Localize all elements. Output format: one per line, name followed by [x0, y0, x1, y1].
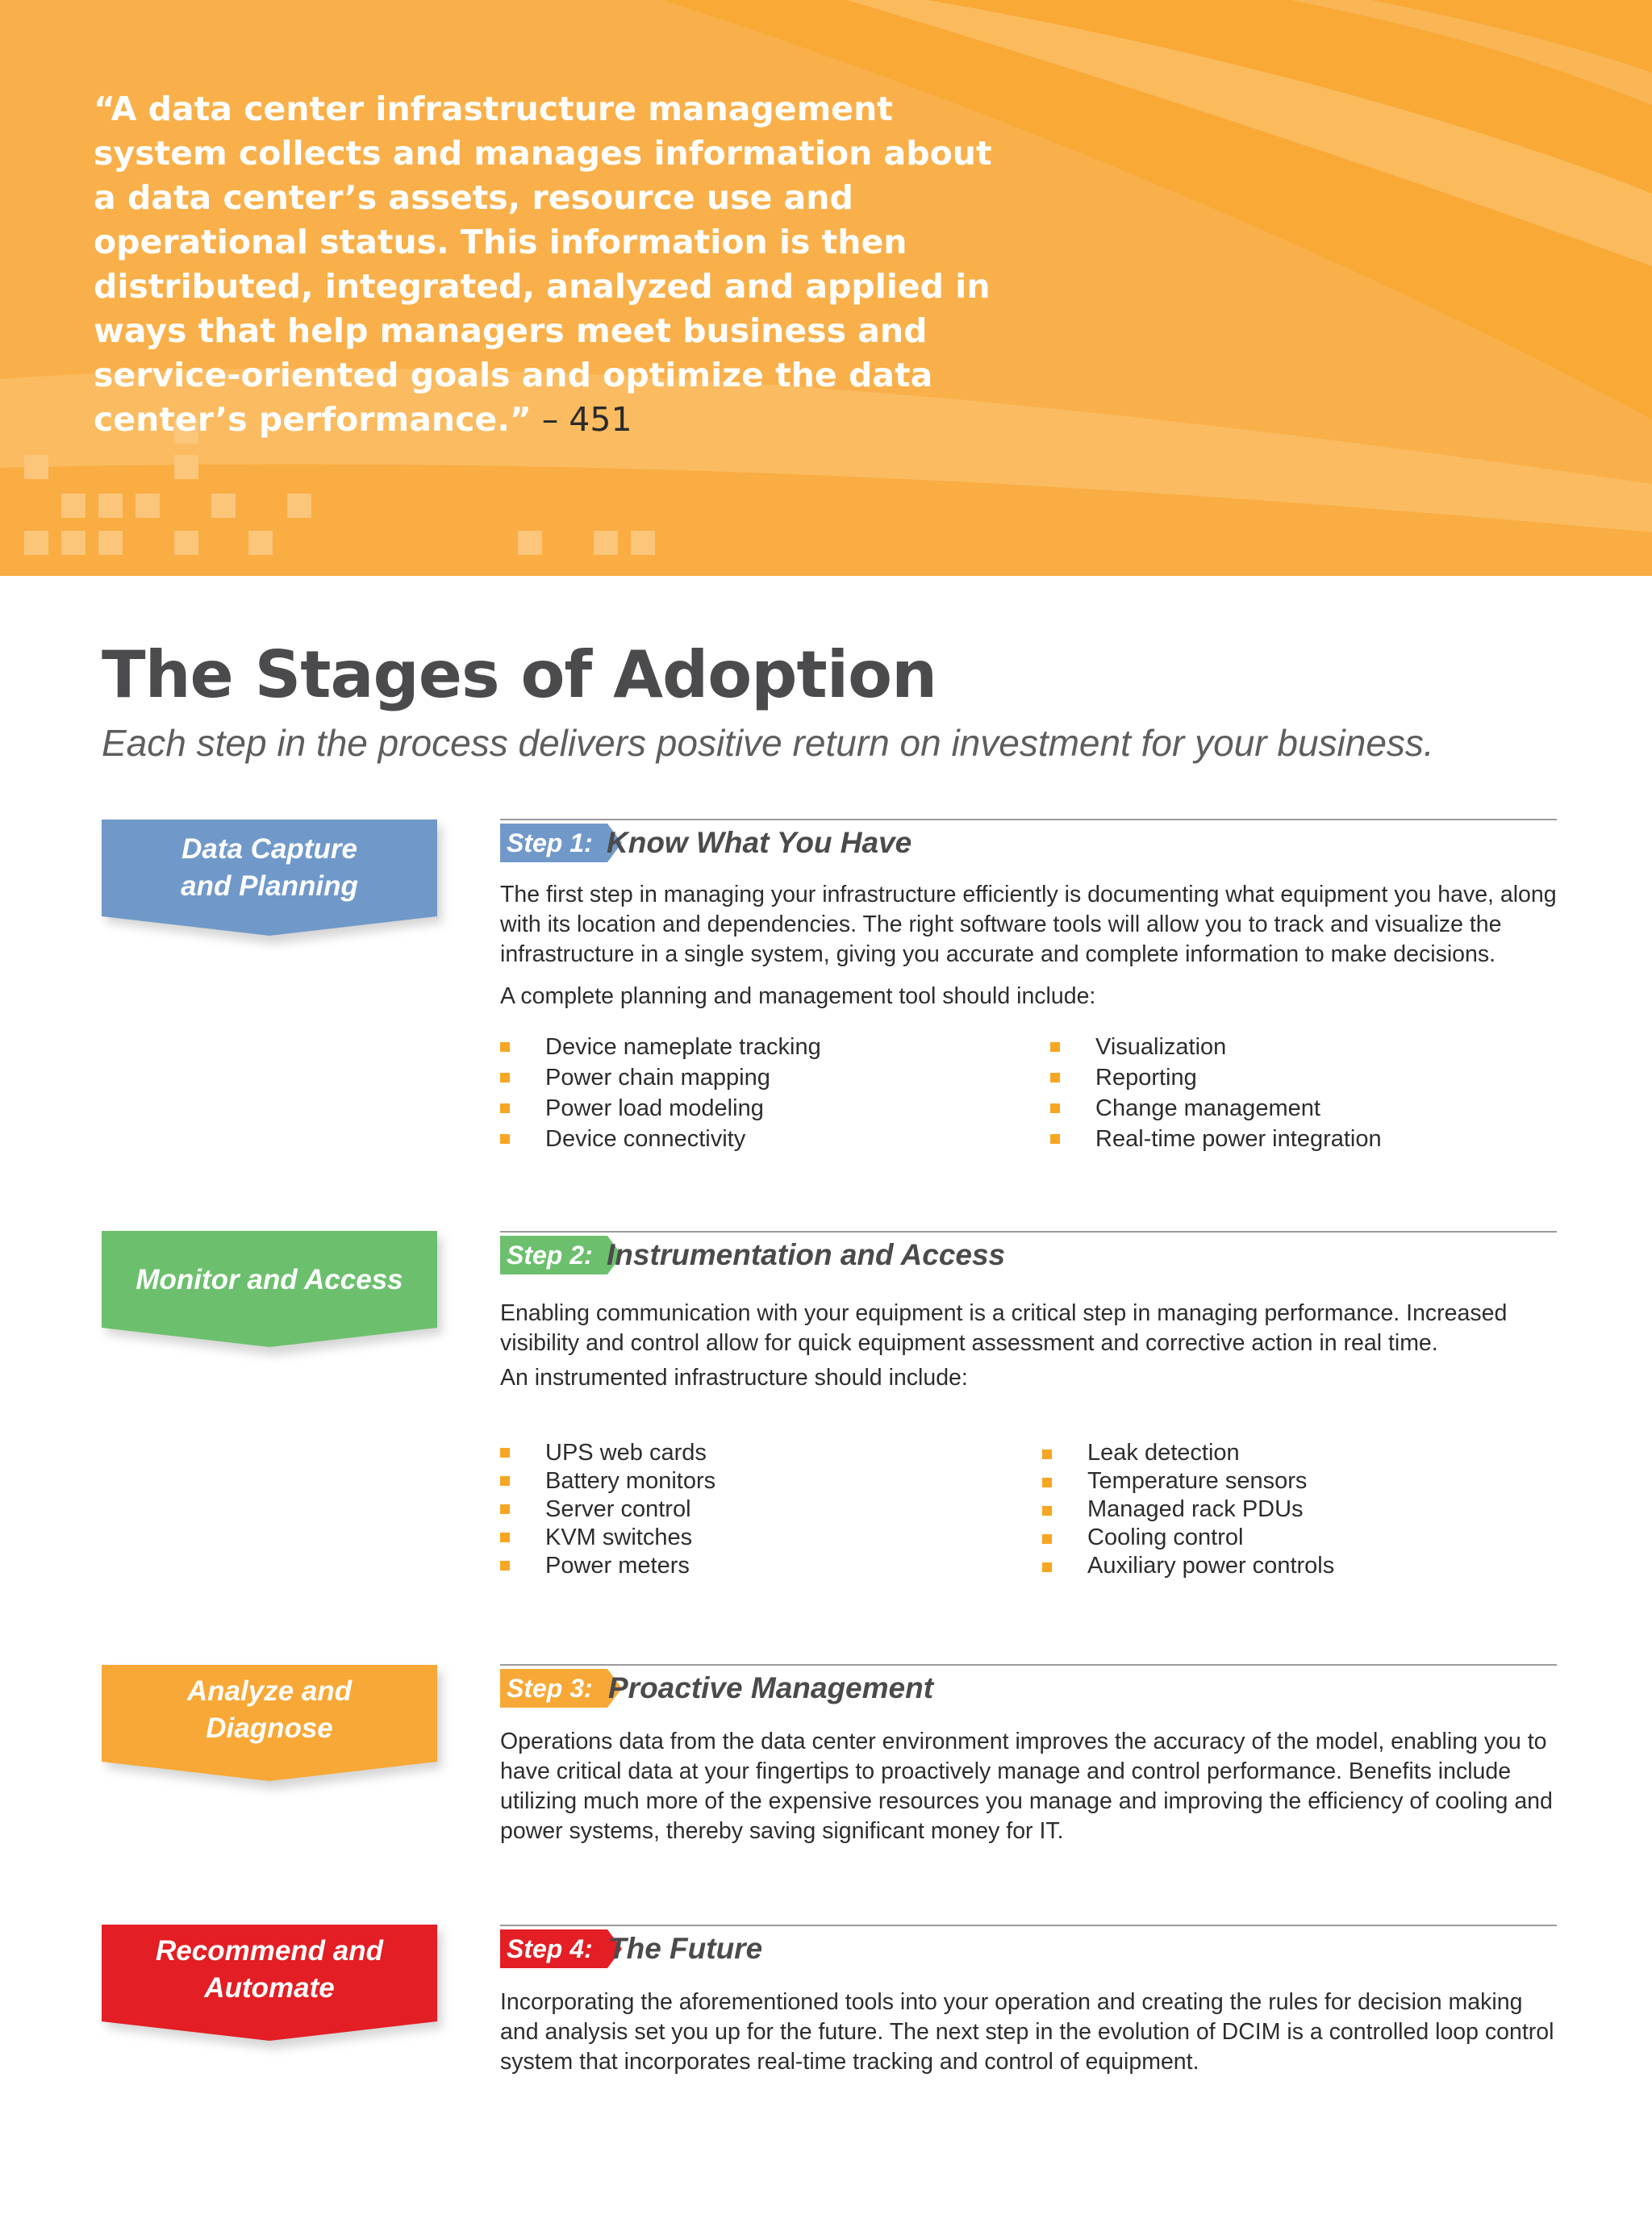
decorative-pixel [631, 531, 655, 555]
step-4-section [500, 1925, 1557, 2102]
list-item-text: Power load modeling [545, 1095, 764, 1121]
list-item-text: Cooling control [1087, 1525, 1244, 1550]
list-item [500, 1495, 1000, 1524]
bullet-icon [1050, 1134, 1060, 1144]
list-item-text: Leak detection [1087, 1440, 1240, 1466]
list-item [500, 1062, 1000, 1093]
list-item-text: Visualization [1095, 1034, 1227, 1060]
stage-label-4-line1: Recommend and [156, 1935, 383, 1967]
bullet-icon [500, 1073, 510, 1082]
list-item [1050, 1032, 1550, 1062]
bullet-icon [1042, 1506, 1052, 1516]
bullet-icon [500, 1533, 510, 1542]
decorative-pixel [136, 494, 160, 518]
stage-label-2 [102, 1262, 437, 1299]
step-2-paragraph: Enabling communication with your equipment is a critical step in managing performance. Increased visibility and control allow for quick equipment assessment and corrective action in real time. [500, 1300, 1508, 1356]
stage-label-4 [102, 1933, 437, 2007]
stage-banner-data-capture [102, 820, 437, 941]
step-4-tag-text: Step 4: [507, 1934, 593, 1963]
stage-label-3-line2: Diagnose [206, 1712, 333, 1744]
list-item-text: Auxiliary power controls [1087, 1553, 1335, 1579]
list-item-text: Reporting [1095, 1065, 1197, 1091]
list-item-text: KVM switches [545, 1525, 693, 1550]
step-3-tag [500, 1669, 607, 1708]
list-item [1042, 1495, 1542, 1524]
stage-label-1-line2: and Planning [181, 870, 358, 902]
step-divider [500, 819, 1557, 820]
step-1-tag-text: Step 1: [507, 828, 593, 857]
decorative-pixel [211, 494, 236, 518]
bullet-icon [500, 1504, 510, 1514]
bullet-icon [500, 1476, 510, 1486]
list-item-text: Change management [1095, 1095, 1320, 1121]
hero-quote-text: “A data center infrastructure management system collects and manages information about a data center’s assets, resource use and operational status. This information is then distributed, integrated, analyzed and applied in ways that help managers meet business and service-oriented goals and optimize the data center’s performance.” [94, 90, 992, 439]
step-1-tag [500, 824, 607, 862]
step-divider [500, 1231, 1557, 1233]
decorative-pixel [98, 531, 123, 555]
step-3-tag-text: Step 3: [507, 1674, 593, 1703]
decorative-pixel [594, 531, 618, 555]
list-item-text: Managed rack PDUs [1087, 1496, 1304, 1522]
bullet-icon [500, 1448, 510, 1458]
hero-banner [0, 0, 1652, 576]
stage-banner-monitor [102, 1231, 437, 1352]
list-item [500, 1124, 1000, 1154]
step-2-list-left [500, 1439, 1000, 1580]
bullet-icon [1050, 1042, 1060, 1052]
step-3-heading: Proactive Management [608, 1671, 934, 1704]
stage-label-4-line2: Automate [204, 1972, 335, 2004]
hero-quote [94, 87, 997, 442]
bullet-icon [1042, 1450, 1052, 1459]
list-item [1042, 1524, 1542, 1552]
decorative-pixel [98, 494, 123, 518]
list-item [500, 1467, 1000, 1495]
list-item-text: Device nameplate tracking [545, 1034, 821, 1060]
step-2-tag [500, 1236, 607, 1274]
stage-banner-analyze [102, 1665, 437, 1786]
stage-label-1 [102, 831, 437, 905]
step-2-tag-text: Step 2: [507, 1241, 593, 1270]
stage-label-2-line1: Monitor and Access [136, 1264, 403, 1295]
decorative-pixel [248, 531, 273, 555]
step-1-list-right [1050, 1032, 1550, 1154]
decorative-pixel [174, 531, 198, 555]
bullet-icon [1042, 1534, 1052, 1544]
bullet-icon [500, 1103, 510, 1113]
step-3-paragraph: Operations data from the data center environment improves the accuracy of the model, enabling you to have critical data at your fingertips to proactively manage and control performance. Benefits include utilizing much more of the expensive resources you manage and improving the efficiency of cooling and power systems, thereby saving significant money for IT. [500, 1729, 1553, 1844]
step-1-paragraph: The first step in managing your infrastructure efficiently is documenting what equipment you have, along with its location and dependencies. The right software tools will allow you to track and visualize the infrastructure in a single system, giving you accurate and complete information to make decisions. [500, 882, 1557, 967]
step-1-section [500, 819, 1557, 1174]
step-4-heading: The Future [608, 1932, 763, 1965]
step-1-list-intro: A complete planning and management tool should include: [500, 983, 1096, 1009]
list-item [500, 1552, 1000, 1580]
decorative-pixel [174, 455, 198, 479]
step-2-list-right [1042, 1439, 1542, 1580]
stage-label-3-line1: Analyze and [186, 1675, 353, 1707]
list-item-text: Temperature sensors [1087, 1468, 1308, 1494]
page-title: The Stages of Adoption [102, 637, 937, 712]
step-3-section [500, 1664, 1557, 1866]
list-item [1042, 1552, 1542, 1580]
list-item [500, 1032, 1000, 1062]
decorative-pixel [518, 531, 542, 555]
list-item-text: Real-time power integration [1095, 1126, 1382, 1152]
list-item-text: Battery monitors [545, 1468, 716, 1494]
bullet-icon [1042, 1562, 1052, 1572]
step-4-tag [500, 1929, 607, 1968]
list-item [1042, 1439, 1542, 1467]
bullet-icon [500, 1042, 510, 1052]
step-2-heading: Instrumentation and Access [607, 1238, 1006, 1271]
decorative-pixel [287, 494, 311, 518]
step-4-paragraph: Incorporating the aforementioned tools into your operation and creating the rules for decision making and analysis set you up for the future. The next step in the evolution of DCIM is a controlled loop control system that incorporates real-time tracking and control of equipment. [500, 1989, 1554, 2075]
step-divider [500, 1925, 1557, 1926]
decorative-pixel [24, 531, 48, 555]
step-2-list-intro: An instrumented infrastructure should include: [500, 1365, 968, 1391]
list-item-text: Power meters [545, 1553, 690, 1579]
list-item [500, 1093, 1000, 1124]
list-item [500, 1524, 1000, 1552]
stage-label-3 [102, 1673, 437, 1747]
decorative-pixel [24, 455, 48, 479]
list-item-text: Server control [545, 1496, 691, 1522]
decorative-pixel [61, 494, 86, 518]
step-2-section [500, 1231, 1557, 1602]
list-item [1042, 1467, 1542, 1495]
list-item-text: Device connectivity [545, 1126, 746, 1152]
hero-quote-attribution: – 451 [531, 400, 632, 439]
page-subtitle: Each step in the process delivers positive return on investment for your business. [102, 722, 1434, 764]
stage-label-1-line1: Data Capture [181, 833, 357, 865]
list-item-text: Power chain mapping [545, 1065, 770, 1091]
stage-banner-recommend [102, 1925, 437, 2046]
bullet-icon [1050, 1103, 1060, 1113]
list-item-text: UPS web cards [545, 1440, 707, 1466]
bullet-icon [500, 1134, 510, 1144]
step-divider [500, 1664, 1557, 1666]
list-item [500, 1439, 1000, 1467]
list-item [1050, 1124, 1550, 1154]
bullet-icon [1050, 1073, 1060, 1082]
step-1-heading: Know What You Have [607, 826, 912, 859]
bullet-icon [500, 1561, 510, 1571]
list-item [1050, 1093, 1550, 1124]
list-item [1050, 1062, 1550, 1093]
step-1-list-left [500, 1032, 1000, 1154]
bullet-icon [1042, 1478, 1052, 1487]
decorative-pixel [61, 531, 86, 555]
